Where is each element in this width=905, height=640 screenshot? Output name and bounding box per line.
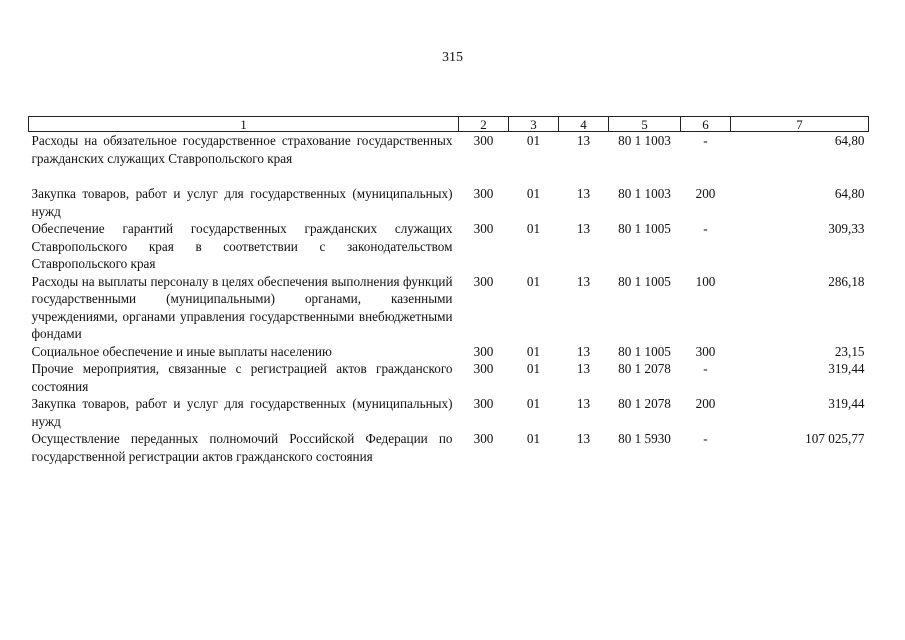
row-col-2: 300 (473, 221, 494, 236)
row-name: Социальное обеспечение и иные выплаты населению (31, 343, 332, 359)
header-col-6: 6 (681, 117, 731, 132)
row-col-3: 01 (526, 186, 541, 201)
row-col-3: 01 (526, 221, 541, 236)
row-name: Прочие мероприятия, связанные с регистрацией актов гражданского состояния (31, 361, 453, 394)
row-col-3: 01 (526, 431, 541, 446)
row-col-6: - (703, 431, 708, 446)
table-row (29, 220, 869, 273)
row-col-6: 200 (695, 186, 716, 201)
table-row (29, 430, 869, 465)
row-col-5: 80 1 1003 (618, 186, 671, 201)
row-col-3: 01 (526, 343, 541, 359)
row-col-6: - (703, 133, 708, 148)
row-col-7: 107 025,77 (805, 431, 865, 446)
row-col-5: 80 1 5930 (618, 431, 671, 446)
header-col-3: 3 (509, 117, 559, 132)
header-col-4: 4 (559, 117, 609, 132)
row-col-5: 80 1 1005 (618, 221, 671, 236)
row-col-3: 01 (526, 273, 541, 289)
row-name: Осуществление переданных полномочий Российской Федерации по государственной регистрации актов гражданского состояния (31, 431, 453, 464)
row-col-7: 64,80 (834, 133, 865, 148)
header-col-1: 1 (29, 117, 459, 132)
row-col-6: 200 (695, 396, 716, 411)
header-row (29, 117, 869, 132)
table-row (29, 343, 869, 361)
table-row (29, 185, 869, 220)
row-col-4: 13 (576, 343, 591, 359)
row-col-3: 01 (526, 396, 541, 411)
row-col-6: 300 (695, 343, 716, 359)
row-col-4: 13 (576, 361, 591, 376)
header-col-2: 2 (459, 117, 509, 132)
row-name: Обеспечение гарантий государственных гражданских служащих Ставропольского края в соответствии с законодательством Ставропольского края (31, 221, 453, 271)
row-col-4: 13 (576, 273, 591, 289)
row-col-5: 80 1 1003 (618, 133, 671, 148)
row-col-5: 80 1 1005 (618, 343, 671, 359)
row-col-7: 286,18 (828, 273, 865, 289)
row-col-2: 300 (473, 273, 494, 289)
row-col-6: - (703, 221, 708, 236)
row-name: Расходы на выплаты персоналу в целях обеспечения выполнения функций государственными (муниципальными) органами, казенными учреждениями, органами управления государственными внебюджетными фондами (31, 273, 453, 341)
row-col-2: 300 (473, 186, 494, 201)
page-number: 315 (442, 50, 463, 65)
row-col-7: 23,15 (834, 343, 865, 359)
row-col-4: 13 (576, 221, 591, 236)
row-name: Закупка товаров, работ и услуг для государственных (муниципальных) нужд (31, 186, 453, 219)
table-row (29, 273, 869, 343)
row-col-5: 80 1 2078 (618, 396, 671, 411)
row-name: Расходы на обязательное государственное страхование государственных гражданских служащих Ставропольского края (31, 133, 453, 166)
row-col-4: 13 (576, 431, 591, 446)
row-col-6: - (703, 361, 708, 376)
row-col-2: 300 (473, 343, 494, 359)
row-col-2: 300 (473, 396, 494, 411)
row-col-7: 309,33 (828, 221, 865, 236)
row-name: Закупка товаров, работ и услуг для государственных (муниципальных) нужд (31, 396, 453, 429)
row-col-6: 100 (695, 273, 716, 289)
row-col-4: 13 (576, 396, 591, 411)
row-col-4: 13 (576, 133, 591, 148)
row-col-4: 13 (576, 186, 591, 201)
header-col-5: 5 (609, 117, 681, 132)
row-col-5: 80 1 2078 (618, 361, 671, 376)
budget-table (28, 116, 869, 465)
row-col-2: 300 (473, 133, 494, 148)
row-col-7: 319,44 (828, 361, 865, 376)
row-col-3: 01 (526, 361, 541, 376)
table-row (29, 395, 869, 430)
row-col-2: 300 (473, 361, 494, 376)
row-col-2: 300 (473, 431, 494, 446)
row-col-3: 01 (526, 133, 541, 148)
row-col-7: 319,44 (828, 396, 865, 411)
header-col-7: 7 (731, 117, 869, 132)
table-row (29, 132, 869, 168)
row-col-7: 64,80 (834, 186, 865, 201)
table-row (29, 360, 869, 395)
row-col-5: 80 1 1005 (618, 273, 671, 289)
